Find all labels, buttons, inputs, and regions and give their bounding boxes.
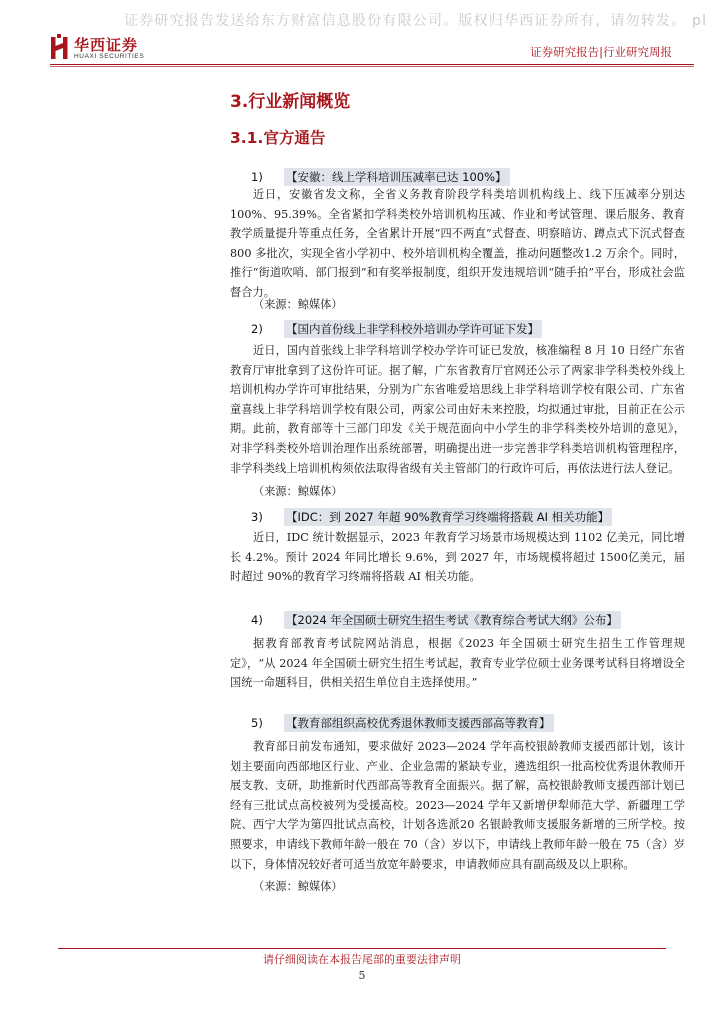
item-number: 2) xyxy=(251,322,263,336)
news-item-title xyxy=(251,320,542,338)
subsection-title: 3.1.官方通告 xyxy=(230,129,326,147)
news-item-body: 近日，国内首张线上非学科培训学校办学许可证已发放，核准编程 8 月 10 日经广东省教育厅审批拿到了这份许可证。据了解，广东省教育厅官网还公示了两家非学科类校外线上培训机构办学许可审批结果，分别为广东省唯爱培思线上非学科培训学校有限公司、广东省童喜线上非学科培训学校有限公司，两家公司由好未来控股，均拟通过审批，目前正在公示期。此前，教育部等十三部门印发《关于规范面向中小学生的非学科类校外培训的意见》，对非学科类校外培训治理作出系统部署，明确提出进一步完善非学科类培训机构管理程序，非学科类线上培训机构须依法取得省级有关主管部门的行政许可后，再依法进行法人登记。 xyxy=(230,344,685,475)
item-headline: 【2024 年全国硕士研究生招生考试《教育综合考试大纲》公布】 xyxy=(284,611,621,629)
logo-english-name: HUAXI SECURITIES xyxy=(74,53,145,60)
news-item-body: 近日，IDC 统计数据显示，2023 年教育学习场景市场规模达到 1102 亿美元，同比增长 4.2%。预计 2024 年同比增长 9.6%，到 2027 年，市场规模将超过 1500亿美元，届时超过 90%的教育学习终端将搭载 AI 相关功能。 xyxy=(230,531,685,584)
page-number: 5 xyxy=(358,969,366,982)
news-item-title xyxy=(251,611,621,629)
header-divider xyxy=(50,64,694,65)
news-item-body: 教育部日前发布通知，要求做好 2023—2024 学年高校银龄教师支援西部计划，该计划主要面向西部地区行业、产业、企业急需的紧缺专业，遴选组织一批高校优秀退休教师开展支教、支研，助推新时代西部高等教育全面振兴。据了解，高校银龄教师支援西部计划已经有三批试点高校被列为受援高校。2023—2024 学年又新增伊犁师范大学、新疆理工学院、西宁大学为第四批试点高校，计划各选派20 名银龄教师支援服务新增的三所学校。按照要求，申请线下教师年龄一般在 70（含）岁以下，申请线上教师年龄一般在 75（含）岁以下，身体情况较好者可适当放宽年龄要求，申请教师应具有副高级及以上职称。 xyxy=(230,740,685,871)
footer-divider xyxy=(58,948,666,949)
item-headline: 【教育部组织高校优秀退休教师支援西部高等教育】 xyxy=(284,714,554,732)
news-item-title xyxy=(251,714,554,732)
item-headline: 【安徽：线上学科培训压减率已达 100%】 xyxy=(284,168,510,186)
news-item-title xyxy=(251,508,612,526)
news-item-source: （来源：鲸媒体） xyxy=(253,880,343,893)
item-number: 1) xyxy=(251,170,263,184)
item-headline: 【IDC：到 2027 年超 90%教育学习终端将搭载 AI 相关功能】 xyxy=(284,508,612,526)
legal-disclaimer-note: 请仔细阅读在本报告尾部的重要法律声明 xyxy=(263,953,461,966)
item-headline: 【国内首份线上非学科校外培训办学许可证下发】 xyxy=(284,320,542,338)
news-item-title xyxy=(251,168,510,186)
huaxi-logo-icon xyxy=(50,34,70,62)
watermark-text: 证券研究报告发送给东方财富信息股份有限公司。版权归华西证券所有，请勿转发。 pl xyxy=(124,13,708,29)
item-number: 4) xyxy=(251,613,263,627)
section-title: 3.行业新闻概览 xyxy=(230,92,351,112)
news-item-source: （来源：鲸媒体） xyxy=(253,298,343,311)
news-item-source: （来源：鲸媒体） xyxy=(253,485,343,498)
report-type-label: 证券研究报告|行业研究周报 xyxy=(530,45,672,59)
header-divider-thin xyxy=(50,66,694,67)
item-number: 3) xyxy=(251,510,263,524)
news-item-body: 据教育部教育考试院网站消息，根据《2023 年全国硕士研究生招生工作管理规定》，“从 2024 年全国硕士研究生招生考试起，教育专业学位硕士业务课考试科目将增设全国统一命题科目，供相关招生单位自主选择使用。” xyxy=(230,637,685,690)
item-number: 5) xyxy=(251,716,263,730)
news-item-body: 近日，安徽省发文称，全省义务教育阶段学科类培训机构线上、线下压减率分别达 100%、95.39%。全省紧扣学科类校外培训机构压减、作业和考试管理、课后服务、教育教学质量提升等重点任务，全省累计开展“四不两直”式督查、明察暗访、蹲点式下沉式督查 800 多批次，实现全省小学初中、校外培训机构全覆盖，推动问题整改1.2 万余个。同时，推行“街道吹哨、部门报到”和有奖举报制度，组织开发违规培训“随手拍”平台，形成社会监督合力。 xyxy=(230,188,685,299)
logo-chinese-name: 华西证券 xyxy=(74,36,139,54)
